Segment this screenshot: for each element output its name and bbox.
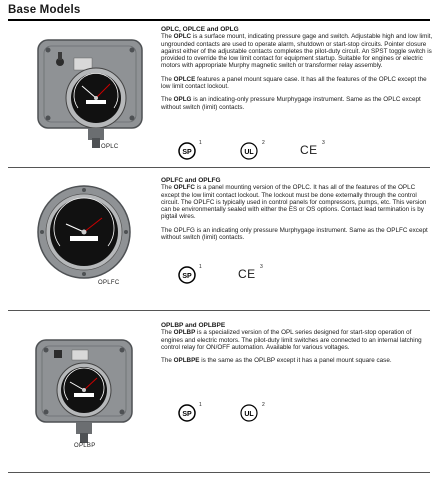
paragraph: The OPLC is a surface mount, indicating pressure gage and switch. Adjustable high and low limit, ungrounded contacts are used to operate alarm, shutdown or start-stop circuits. Pointer closure against either of the adjustable contacts completes the pilot-duty circuit. An SPST toggle switch is provided to override the low limit contact for equipment startup. Suitable for engines or electric motors with appropriate Murphy magnetic switch or transformer relay assembly. [161, 33, 433, 70]
footnote-ref: 3 [260, 264, 263, 270]
figure-caption-oplc: OPLC [101, 144, 119, 150]
section-divider [8, 472, 430, 473]
paragraph: The OPLBPE is the same as the OPLBP except it has a panel mount square case. [161, 357, 392, 365]
footnote-ref: 2 [262, 140, 265, 146]
paragraph: The OPLBP is a specialized version of the OPL series designed for start-stop operation of engines and electric motors. The pilot-duty limit switches are connected to an internal latching control relay for ON/OFF automation. Available for various voltages. [161, 329, 422, 351]
section-heading-oplc: OPLC, OPLCE and OPLG [161, 26, 239, 33]
footnote-ref: 1 [199, 140, 202, 146]
svg-text:UL: UL [244, 411, 254, 418]
footnote-ref: 3 [322, 140, 325, 146]
figure-caption-oplbp: OPLBP [74, 443, 96, 449]
paragraph: The OPLCE features a panel mount square case. It has all the features of the OPLC except the low limit contact lockout. [161, 75, 427, 91]
csa-mark-icon [178, 142, 196, 160]
ce-mark-icon: CE [238, 267, 256, 281]
figure-caption-oplfc: OPLFC [98, 280, 120, 286]
title-rule [8, 19, 430, 21]
section-heading-oplbp: OPLBP and OPLBPE [161, 322, 226, 329]
paragraph: The OPLG is an indicating-only pressure Murphygage instrument. Same as the OPLC except without switch (limit) contacts. [161, 96, 421, 111]
section-text-oplc [161, 26, 433, 117]
oplfc-gauge-photo [36, 184, 132, 285]
section-heading-oplfc: OPLFC and OPLFG [161, 177, 221, 184]
section-divider [8, 167, 430, 168]
csa-mark-icon [178, 266, 196, 284]
csa-mark-icon [178, 404, 196, 422]
svg-text:SP: SP [182, 149, 192, 156]
oplbp-gauge-photo [34, 338, 134, 451]
page-title: Base Models [8, 4, 81, 16]
footnote-ref: 1 [199, 264, 202, 270]
svg-text:SP: SP [182, 411, 192, 418]
section-text-oplbp [161, 322, 433, 370]
section-divider [8, 310, 430, 311]
footnote-ref: 1 [199, 402, 202, 408]
section-text-oplfc [161, 177, 433, 247]
svg-text:UL: UL [244, 149, 254, 156]
footnote-ref: 2 [262, 402, 265, 408]
ce-mark-icon: CE [300, 143, 318, 157]
oplc-gauge-photo [34, 38, 146, 155]
paragraph: The OPLFC is a panel mounting version of the OPLC. It has all of the features of the OPLC except the low limit contact lockout. The lockout must be done externally through the control circuit. The OPLFC is typically used in control panels for compressors, pumps, etc. This version can be environmentally sealed with either the ES or OS options. Contact lead termination is by pigtail wires. [161, 184, 427, 221]
svg-text:SP: SP [182, 273, 192, 280]
paragraph: The OPLFG is an indicating only pressure Murphygage instrument. Same as the OPLFC except without switch (limit) contacts. [161, 226, 428, 242]
ul-mark-icon [240, 142, 258, 160]
ul-mark-icon [240, 404, 258, 422]
